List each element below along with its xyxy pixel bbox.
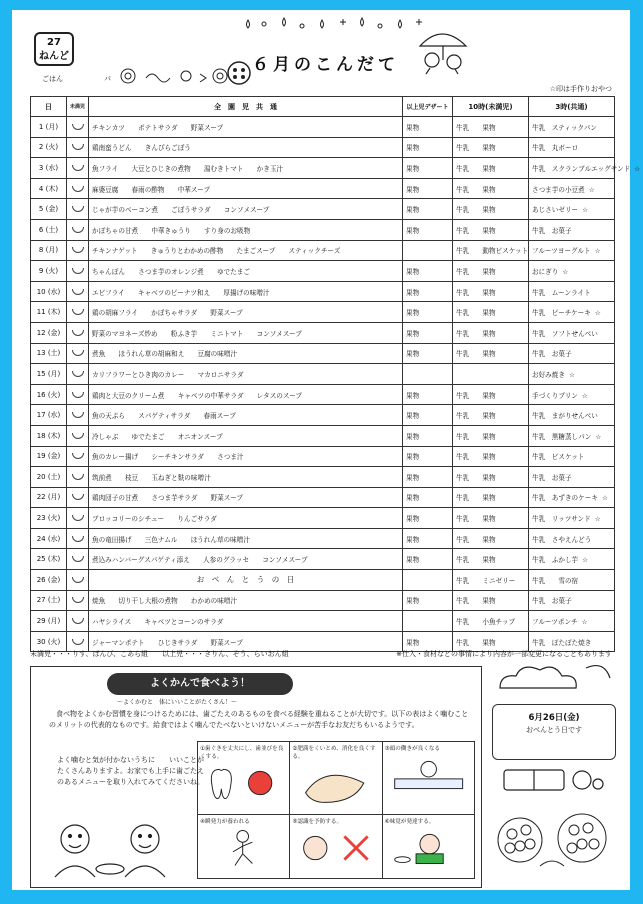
row-main-menu: ジャーマンポテト ひじきサラダ 野菜スープ [89,631,403,652]
homemade-star-icon: ☆ [594,247,601,256]
row-day: 9 (火) [31,261,67,282]
hydrangea-illustration [490,800,620,880]
row-day: 13 (土) [31,343,67,364]
row-ten-snack: 牛乳 果物 [453,281,529,302]
benefit-cell [382,742,474,815]
row-three-snack-cell [529,467,615,488]
bowl-icon [72,206,84,212]
row-bowl-cell [67,261,89,282]
row-ten-snack: 牛乳 果物 [453,302,529,323]
row-day: 27 (土) [31,590,67,611]
eating-child-icon [385,828,472,868]
bowl-icon [72,494,84,500]
row-day: 10 (水) [31,281,67,302]
table-row [31,405,615,426]
bowl-icon [72,186,84,192]
running-child-icon [200,828,287,868]
homemade-star-icon: ☆ [582,206,589,215]
table-row [31,611,615,632]
row-day: 12 (金) [31,322,67,343]
rain-drops-decoration [240,14,430,44]
homemade-star-icon: ☆ [582,556,589,565]
row-ten-snack: 牛乳 果物 [453,322,529,343]
bowl-icon [72,536,84,542]
row-day: 22 (月) [31,487,67,508]
row-three-snack: 牛乳 さやえんどう [532,535,592,544]
row-three-snack-cell [529,549,615,570]
row-bowl-cell [67,549,89,570]
lunchbox-illustration [498,764,608,794]
table-row [31,528,615,549]
row-day: 23 (火) [31,508,67,529]
snail-decoration [116,64,236,86]
row-ten-snack: 牛乳 果物 [453,549,529,570]
table-row [31,219,615,240]
row-three-snack: あじさいゼリー [532,206,579,215]
table-row [31,467,615,488]
bowl-icon [72,639,84,645]
bento-date: 6月26日(金) [528,713,580,723]
row-day: 29 (月) [31,611,67,632]
row-ten-snack: 牛乳 果物 [453,425,529,446]
table-row [31,570,615,591]
row-ten-snack: 牛乳 果物 [453,261,529,282]
row-three-snack: 牛乳 スクランブルエッグサンド [532,164,631,173]
row-dessert: 果物 [403,384,453,405]
row-main-menu: 麻婆豆腐 春雨の酢物 中華スープ [89,178,403,199]
row-bowl-cell [67,487,89,508]
row-main-menu: 鶏肉団子の甘煮 さつま芋サラダ 野菜スープ [89,487,403,508]
row-three-snack-cell [529,117,615,138]
row-three-snack-cell [529,343,615,364]
prohibited-icon [292,828,379,868]
column-header-all: 全 園 児 共 通 [89,97,403,117]
column-header-young: 未満児 [67,97,89,117]
row-bowl-cell [67,446,89,467]
row-dessert: 果物 [403,508,453,529]
row-bowl-cell [67,281,89,302]
row-day: 4 (木) [31,178,67,199]
row-dessert: 果物 [403,178,453,199]
row-three-snack-cell [529,611,615,632]
bento-day-card [492,704,616,760]
row-dessert: 果物 [403,219,453,240]
row-day: 30 (火) [31,631,67,652]
row-bowl-cell [67,425,89,446]
row-main-menu: 鶏南蛮うどん きんぴらごぼう [89,137,403,158]
row-day: 24 (水) [31,528,67,549]
bowl-icon [72,165,84,171]
row-ten-snack: 牛乳 果物 [453,117,529,138]
kids-umbrella-illustration [414,24,472,78]
row-dessert: 果物 [403,631,453,652]
row-day: 3 (水) [31,158,67,179]
row-ten-snack: 牛乳 果物 [453,343,529,364]
benefit-text: ①歯ぐきを丈夫にし、歯並びを良くする。 [200,746,284,760]
year-badge [34,32,74,66]
row-dessert: 果物 [403,322,453,343]
rice-label: ごはん [42,75,63,83]
column-header-ten: 10時(未満児) [453,97,529,117]
table-header-row [31,97,615,117]
row-three-snack: 牛乳 ビスケット [532,453,585,462]
benefit-text: ⑥味覚が発達する。 [384,818,435,825]
row-ten-snack: 牛乳 果物 [453,487,529,508]
row-main-menu: 野菜のマヨネーズ炒め 粉ふき芋 ミニトマト コンソメスープ [89,322,403,343]
table-row [31,199,615,220]
row-day: 6 (土) [31,219,67,240]
benefit-text: ②肥満をくいとめ、消化を良くする。 [292,746,376,760]
children-eating-illustration [45,817,185,883]
bowl-icon [72,350,84,356]
row-bowl-cell [67,405,89,426]
row-three-snack-cell [529,405,615,426]
row-main-menu: 鶏肉と大豆のクリーム煮 キャベツの中華サラダ レタスのスープ [89,384,403,405]
bento-caption: おべんとう日です [526,726,582,734]
bowl-icon [72,289,84,295]
row-bowl-cell [67,158,89,179]
row-dessert [403,570,453,591]
bowl-icon [72,577,84,583]
row-bowl-cell [67,611,89,632]
row-main-menu: 煮込みハンバーグスパゲティ添え 人参のグラッセ コンソメスープ [89,549,403,570]
row-dessert: 果物 [403,158,453,179]
bowl-icon [72,433,84,439]
row-three-snack: 牛乳 あずきのケーキ [532,494,598,503]
row-dessert: 果物 [403,487,453,508]
row-bowl-cell [67,528,89,549]
row-day: 25 (木) [31,549,67,570]
homemade-star-icon: ☆ [634,164,641,173]
bowl-icon [72,392,84,398]
row-three-snack: 手づくりプリン [532,391,578,400]
row-three-snack: 牛乳 黒糖蒸しパン [532,432,592,441]
row-day: 19 (金) [31,446,67,467]
row-ten-snack: 牛乳 果物 [453,178,529,199]
row-ten-snack: 牛乳 果物 [453,219,529,240]
row-three-snack-cell [529,425,615,446]
row-dessert: 果物 [403,405,453,426]
table-row [31,590,615,611]
row-three-snack-cell [529,261,615,282]
table-row [31,302,615,323]
homemade-star-icon: ☆ [581,391,588,400]
row-bowl-cell [67,343,89,364]
row-three-snack-cell [529,199,615,220]
row-bowl-cell [67,302,89,323]
row-three-snack: お好み焼き [532,370,565,379]
row-dessert [403,240,453,261]
benefit-text: ④瞬発力が養われる [200,818,250,825]
benefits-table [197,741,475,879]
row-ten-snack: 牛乳 果物 [453,508,529,529]
table-row [31,343,615,364]
row-three-snack: 牛乳 雪の宿 [532,576,579,585]
row-day: 8 (月) [31,240,67,261]
table-row [31,158,615,179]
row-day: 2 (火) [31,137,67,158]
row-three-snack-cell [529,137,615,158]
row-three-snack: 牛乳 お菓子 [532,473,572,482]
homemade-star-icon: ☆ [562,267,569,276]
row-three-snack: 牛乳 まがりせんべい [532,412,598,421]
row-dessert: 果物 [403,199,453,220]
ladybug-icon [226,60,252,86]
row-bowl-cell [67,178,89,199]
table-row [31,117,615,138]
classroom-icon [385,755,472,795]
row-day: 11 (木) [31,302,67,323]
bowl-icon [72,453,84,459]
row-day: 16 (火) [31,384,67,405]
row-main-menu: チキンナゲット きゅうりとわかめの酢物 たまごスープ スティックチーズ [89,240,403,261]
row-day: 20 (土) [31,467,67,488]
info-body: 食べ物をよくかむ習慣を身につけるためには、歯ごたえのあるものを食べる経験を重ねることが大切です。以下の表はよく噛むことのメリットの代表的なものです。給食ではよく噛んでたべないといけないメニューが苦手なお友だちもいるようです。 [49,710,469,729]
row-dessert: 果物 [403,302,453,323]
chewing-info-box [30,666,482,888]
row-ten-snack: 牛乳 果物 [453,590,529,611]
row-three-snack-cell [529,240,615,261]
row-bowl-cell [67,199,89,220]
row-ten-snack: 牛乳 果物 [453,405,529,426]
benefit-text: ③頭の働きが良くなる [384,746,441,752]
row-main-menu: ハヤシライス キャベツとコーンのサラダ [89,611,403,632]
row-main-menu: かぼちゃの甘煮 中華きゅうり すり身のお吸物 [89,219,403,240]
table-row [31,261,615,282]
row-three-snack: 牛乳 ムーンライト [532,288,591,297]
row-ten-snack [453,364,529,385]
bowl-icon [72,515,84,521]
row-ten-snack: 牛乳 果物 [453,528,529,549]
row-bowl-cell [67,384,89,405]
table-row [31,384,615,405]
row-dessert: 果物 [403,467,453,488]
bread-label: パ [104,75,111,83]
row-main-menu: 冷しゃぶ ゆでたまご オニオンスープ [89,425,403,446]
bowl-icon [72,268,84,274]
row-dessert [403,364,453,385]
row-dessert: 果物 [403,261,453,282]
row-main-menu: お べ ん と う の 日 [89,570,403,591]
row-three-snack-cell [529,364,615,385]
column-header-day: 日 [31,97,67,117]
bowl-icon [72,124,84,130]
row-day: 17 (水) [31,405,67,426]
row-dessert: 果物 [403,590,453,611]
row-bowl-cell [67,364,89,385]
row-three-snack-cell [529,590,615,611]
row-main-menu: 魚フライ 大豆とひじきの煮物 湯むきトマト かき玉汁 [89,158,403,179]
row-ten-snack: 牛乳 果物 [453,467,529,488]
row-three-snack-cell [529,302,615,323]
row-main-menu: 魚の天ぷら スパゲティサラダ 春雨スープ [89,405,403,426]
row-main-menu: 煮魚 ほうれん草の胡麻和え 豆腐の味噌汁 [89,343,403,364]
homemade-star-icon: ☆ [581,618,588,627]
table-row [31,322,615,343]
homemade-star-icon: ☆ [588,185,595,194]
row-bowl-cell [67,467,89,488]
row-main-menu: ブロッコリーのシチュー りんごサラダ [89,508,403,529]
row-bowl-cell [67,240,89,261]
row-three-snack-cell [529,446,615,467]
row-ten-snack: 牛乳 小魚チップ [453,611,529,632]
table-row [31,137,615,158]
row-ten-snack: 牛乳 果物 [453,199,529,220]
row-three-snack: おにぎり [532,267,559,276]
row-three-snack: 牛乳 ピーチケーキ [532,309,591,318]
row-dessert: 果物 [403,549,453,570]
row-main-menu: カリフラワーとひき肉のカレー マカロニサラダ [89,364,403,385]
row-dessert: 果物 [403,281,453,302]
row-ten-snack: 牛乳 果物 [453,446,529,467]
benefit-cell [290,814,382,878]
column-header-three: 3時(共通) [529,97,615,117]
row-main-menu: 魚のカレー揚げ シーチキンサラダ さつま汁 [89,446,403,467]
row-three-snack: 牛乳 ソフトせんべい [532,329,598,338]
change-notice: ※仕入・食材などの事情により内容が一部変更になることもあります [396,650,612,658]
row-main-menu: 魚の竜田揚げ 三色ナムル ほうれん草の味噌汁 [89,528,403,549]
row-day: 18 (木) [31,425,67,446]
bowl-icon [72,330,84,336]
row-ten-snack: 牛乳 動物ビスケット [453,240,529,261]
row-three-snack: フルーツポンチ [532,618,578,627]
row-main-menu: 鶏の胡麻フライ かぼちゃサラダ 野菜スープ [89,302,403,323]
row-three-snack-cell [529,384,615,405]
table-row [31,178,615,199]
menu-page [12,10,641,890]
row-three-snack: 牛乳 ふかし芋 [532,556,579,565]
table-row [31,364,615,385]
row-day: 1 (月) [31,117,67,138]
bowl-icon [72,412,84,418]
row-ten-snack: 牛乳 果物 [453,631,529,652]
row-dessert [403,611,453,632]
info-subtitle: ～よくかむと 体にいいことがたくさん！～ [117,699,238,706]
homemade-star-icon: ☆ [601,494,608,503]
row-three-snack: 牛乳 お菓子 [532,350,572,359]
row-three-snack-cell [529,281,615,302]
benefit-cell [290,742,382,815]
rain-cloud-illustration [490,658,616,702]
row-main-menu: ちゃんぽん さつま芋のオレンジ煮 ゆでたまご [89,261,403,282]
row-main-menu: じゃが芋のベーコン煮 ごぼうサラダ コンソメスープ [89,199,403,220]
row-dessert: 果物 [403,425,453,446]
tooth-icon [200,763,287,803]
table-row [31,446,615,467]
row-ten-snack: 牛乳 果物 [453,137,529,158]
row-bowl-cell [67,137,89,158]
column-header-dessert: 以上児デザート [403,97,453,117]
row-three-snack: さつま芋の小豆煮 [532,185,585,194]
bowl-icon [72,247,84,253]
table-row [31,281,615,302]
bowl-icon [72,618,84,624]
benefit-cell [198,814,290,878]
row-ten-snack: 牛乳 果物 [453,384,529,405]
row-bowl-cell [67,590,89,611]
row-bowl-cell [67,219,89,240]
row-day: 5 (金) [31,199,67,220]
row-three-snack-cell [529,219,615,240]
bowl-icon [72,227,84,233]
row-three-snack-cell [529,528,615,549]
row-three-snack-cell [529,322,615,343]
table-row [31,508,615,529]
bowl-icon [72,144,84,150]
row-main-menu: 筑前煮 枝豆 玉ねぎと麩の味噌汁 [89,467,403,488]
row-three-snack: 牛乳 お菓子 [532,597,572,606]
table-row [31,549,615,570]
row-ten-snack: 牛乳 果物 [453,158,529,179]
badge-year: 27 [47,37,61,48]
row-dessert: 果物 [403,446,453,467]
row-three-snack-cell [529,158,641,179]
row-main-menu: エビフライ キャベツのピーナツ和え 厚揚げの味噌汁 [89,281,403,302]
info-left-text: よく噛むと気が付かないうちに いいことがたくさんありますよ。お家でも上手に歯ごたえのあるメニューを取り入れてみてくださいね。 [57,756,204,786]
row-dessert: 果物 [403,137,453,158]
benefit-cell [382,814,474,878]
page-title: ６月のこんだて [252,55,399,75]
row-main-menu: 焼魚 切り干し大根の煮物 わかめの味噌汁 [89,590,403,611]
row-bowl-cell [67,322,89,343]
bowl-icon [72,597,84,603]
bowl-icon [72,371,84,377]
row-three-snack: 牛乳 スティックパン [532,123,597,132]
row-bowl-cell [67,117,89,138]
bowl-icon [72,556,84,562]
table-row [31,425,615,446]
homemade-star-icon: ☆ [594,515,601,524]
menu-table [30,96,641,652]
table-row [31,240,615,261]
row-three-snack-cell [529,487,615,508]
row-three-snack: 牛乳 お菓子 [532,226,572,235]
row-three-snack-cell [529,508,615,529]
row-three-snack: 牛乳 丸ボーロ [532,144,579,153]
row-bowl-cell [67,570,89,591]
stomach-icon [292,763,379,803]
class-groups-note: 未満児・・・りす、ばんび、こあら組 以上児・・・きりん、ぞう、らいおん組 [30,650,289,658]
row-three-snack-cell [529,570,615,591]
row-day: 26 (金) [31,570,67,591]
menu-table-body [31,117,641,652]
benefit-text: ⑤認識を予防する。 [292,818,343,825]
bowl-icon [72,474,84,480]
row-day: 15 (月) [31,364,67,385]
homemade-star-icon: ☆ [568,370,575,379]
row-three-snack-cell [529,178,615,199]
row-three-snack: 牛乳 ぽたぽた焼き [532,638,592,647]
row-three-snack: 牛乳 リッツサンド [532,515,591,524]
benefit-cell [198,742,290,815]
homemade-star-icon: ☆ [594,309,601,318]
row-dessert: 果物 [403,343,453,364]
homemade-legend: ☆印は手作りおやつ [549,85,612,93]
row-main-menu: チキンカツ ポテトサラダ 野菜スープ [89,117,403,138]
row-dessert: 果物 [403,528,453,549]
bowl-icon [72,309,84,315]
row-dessert: 果物 [403,117,453,138]
row-bowl-cell [67,508,89,529]
info-title: よくかんで食べよう！ [107,673,293,695]
row-ten-snack: 牛乳 ミニゼリー [453,570,529,591]
badge-label: ねんど [39,51,69,62]
homemade-star-icon: ☆ [595,432,602,441]
table-row [31,487,615,508]
row-three-snack: フルーツヨーグルト [532,247,591,256]
